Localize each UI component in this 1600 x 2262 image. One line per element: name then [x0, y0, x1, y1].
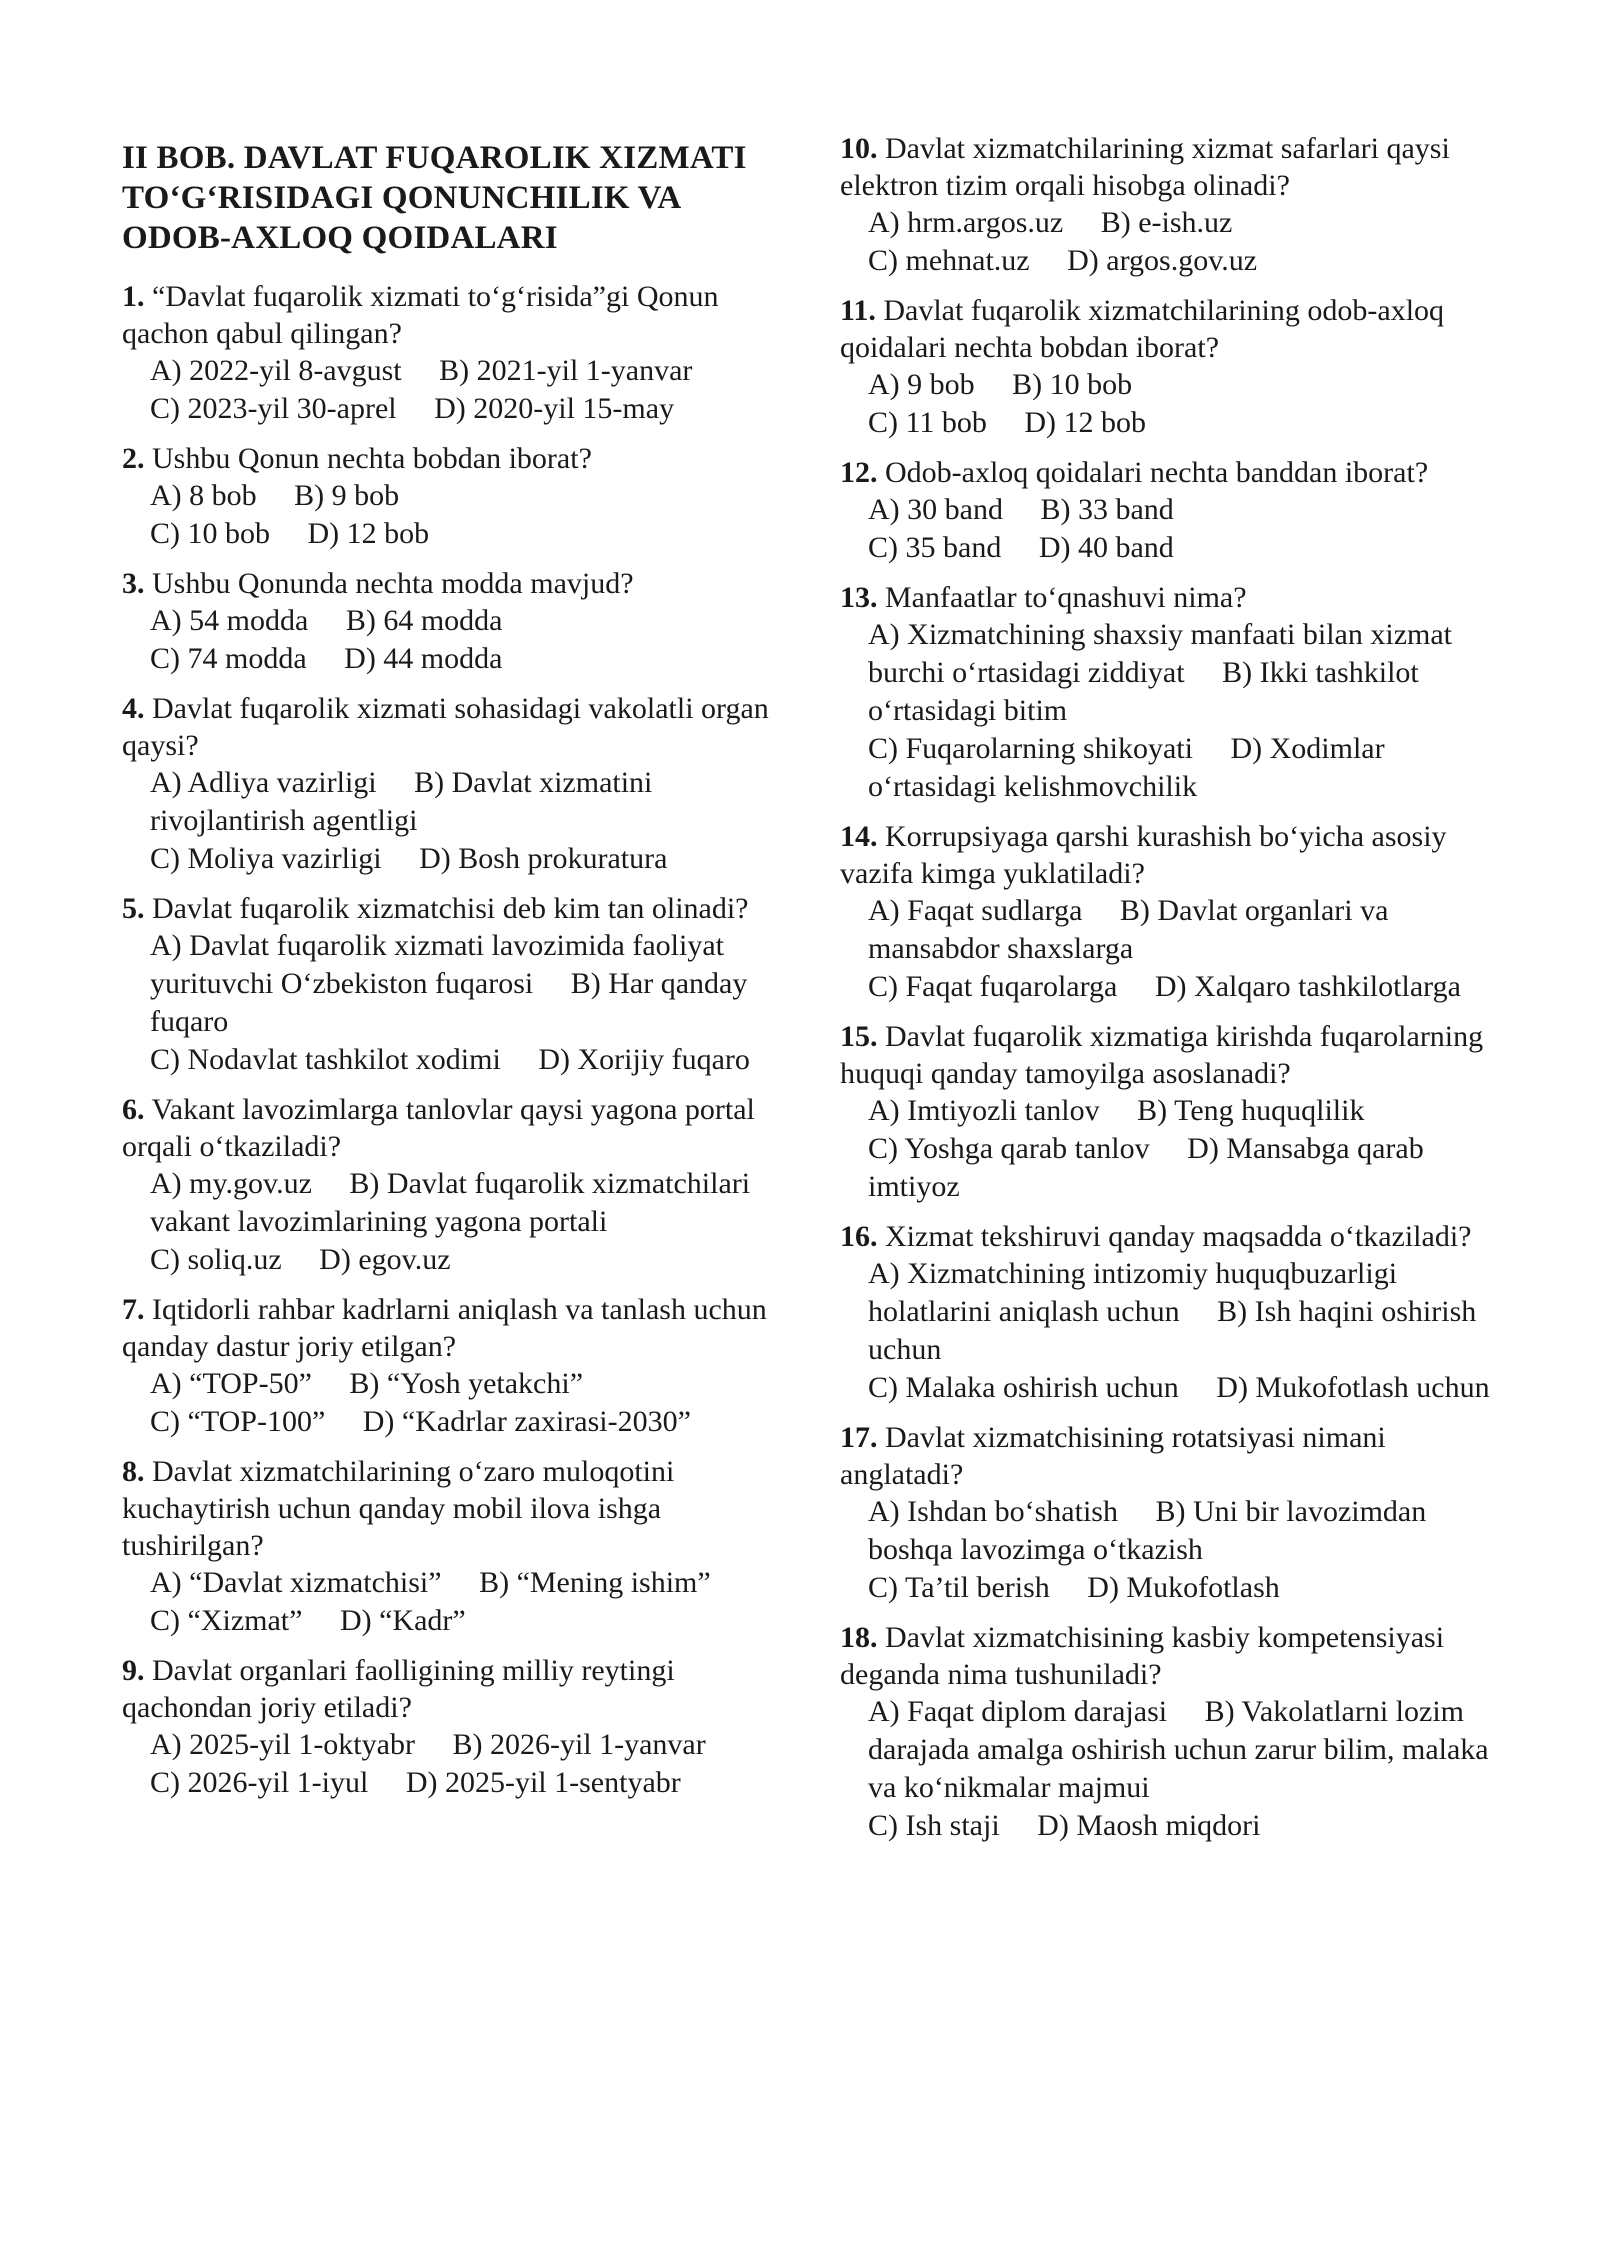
answer-option: D) 2025-yil 1-sentyabr: [405, 1766, 681, 1799]
option-line: [868, 1807, 1490, 1845]
answer-options: [122, 764, 782, 878]
question-number: 14.: [840, 820, 878, 853]
option-line: [868, 1255, 1490, 1369]
answer-option: A) Imtiyozli tanlov: [868, 1094, 1100, 1127]
answer-options: [840, 366, 1490, 442]
answer-option: C) mehnat.uz: [868, 244, 1030, 277]
answer-options: [122, 1726, 782, 1802]
answer-options: [122, 352, 782, 428]
answer-option: A) 2022-yil 8-avgust: [150, 354, 402, 387]
answer-option: D) Maosh miqdori: [1037, 1809, 1261, 1842]
option-line: [150, 352, 782, 390]
answer-option: B) Ikki tashkilot o‘rtasidagi bitim: [868, 656, 1419, 727]
answer-option: B) “Mening ishim”: [479, 1566, 711, 1599]
option-line: [150, 927, 782, 1041]
question-text: [122, 1291, 782, 1365]
question-body: Odob-axloq qoidalari nechta banddan iborat?: [885, 456, 1429, 489]
question-number: 12.: [840, 456, 878, 489]
question-text: [840, 130, 1490, 204]
question-body: Davlat organlari faolligining milliy reytingi qachondan joriy etiladi?: [122, 1654, 675, 1724]
question-10: [840, 130, 1490, 280]
answer-option: D) Bosh prokuratura: [419, 842, 668, 875]
option-line: [150, 1365, 782, 1403]
answer-option: B) Vakolatlarni lozim darajada amalga oshirish uchun zarur bilim, malaka va ko‘nikmalar majmui: [868, 1695, 1489, 1804]
question-number: 10.: [840, 132, 878, 165]
answer-option: A) 9 bob: [868, 368, 975, 401]
answer-option: B) 2021-yil 1-yanvar: [439, 354, 693, 387]
answer-options: [122, 1165, 782, 1279]
question-17: [840, 1419, 1490, 1607]
question-11: [840, 292, 1490, 442]
answer-option: C) “TOP-100”: [150, 1405, 326, 1438]
question-9: [122, 1652, 782, 1802]
answer-option: C) 11 bob: [868, 406, 987, 439]
option-line: [150, 640, 782, 678]
answer-option: B) 10 bob: [1012, 368, 1133, 401]
answer-option: C) Fuqarolarning shikoyati: [868, 732, 1193, 765]
option-line: [150, 1041, 782, 1079]
answer-option: D) 2020-yil 15-may: [434, 392, 675, 425]
question-text: [122, 1652, 782, 1726]
answer-option: B) 2026-yil 1-yanvar: [452, 1728, 706, 1761]
answer-options: [840, 616, 1490, 806]
question-body: Davlat fuqarolik xizmatchilarining odob-axloq qoidalari nechta bobdan iborat?: [840, 294, 1445, 364]
question-number: 9.: [122, 1654, 145, 1687]
answer-option: C) Moliya vazirligi: [150, 842, 382, 875]
answer-options: [840, 892, 1490, 1006]
question-16: [840, 1218, 1490, 1407]
chapter-title: II BOB. DAVLAT FUQAROLIK XIZMATI TO‘G‘RISIDAGI QONUNCHILIK VA ODOB-AXLOQ QOIDALARI: [122, 140, 747, 256]
answer-options: [122, 602, 782, 678]
answer-option: B) Har qanday fuqaro: [150, 967, 748, 1038]
answer-option: D) “Kadrlar zaxirasi-2030”: [362, 1405, 691, 1438]
question-8: [122, 1453, 782, 1640]
option-line: [150, 1726, 782, 1764]
answer-option: A) Xizmatchining intizomiy huquqbuzarligi holatlarini aniqlash uchun: [868, 1257, 1398, 1328]
answer-option: A) Faqat sudlarga: [868, 894, 1083, 927]
answer-option: D) Xorijiy fuqaro: [538, 1043, 750, 1076]
option-line: [868, 529, 1490, 567]
answer-options: [840, 1092, 1490, 1206]
option-line: [150, 1764, 782, 1802]
answer-option: A) Ishdan bo‘shatish: [868, 1495, 1118, 1528]
question-number: 7.: [122, 1293, 145, 1326]
answer-option: B) “Yosh yetakchi”: [349, 1367, 584, 1400]
question-body: “Davlat fuqarolik xizmati to‘g‘risida”gi Qonun qachon qabul qilingan?: [122, 280, 719, 350]
answer-option: C) 2026-yil 1-iyul: [150, 1766, 369, 1799]
answer-options: [840, 204, 1490, 280]
answer-option: A) 30 band: [868, 493, 1003, 526]
option-line: [150, 1564, 782, 1602]
question-number: 6.: [122, 1093, 145, 1126]
question-body: Xizmat tekshiruvi qanday maqsadda o‘tkaziladi?: [885, 1220, 1472, 1253]
answer-option: C) 10 bob: [150, 517, 270, 550]
answer-option: B) 9 bob: [294, 479, 400, 512]
option-line: [868, 1493, 1490, 1569]
question-text: [840, 1018, 1490, 1092]
answer-option: A) Faqat diplom darajasi: [868, 1695, 1168, 1728]
answer-option: B) Davlat organlari va mansabdor shaxslarga: [868, 894, 1389, 965]
answer-options: [840, 1693, 1490, 1845]
question-7: [122, 1291, 782, 1441]
answer-option: B) Davlat xizmatini rivojlantirish agentligi: [150, 766, 653, 837]
option-line: [150, 1403, 782, 1441]
right-column: [840, 130, 1490, 1857]
option-line: [868, 204, 1490, 242]
option-line: [150, 840, 782, 878]
answer-option: B) Davlat fuqarolik xizmatchilari vakant lavozimlarining yagona portali: [150, 1167, 751, 1238]
answer-options: [840, 1493, 1490, 1607]
question-body: Davlat fuqarolik xizmatchisi deb kim tan olinadi?: [152, 892, 749, 925]
answer-option: A) “Davlat xizmatchisi”: [150, 1566, 442, 1599]
answer-option: C) 74 modda: [150, 642, 307, 675]
answer-option: C) Ta’til berish: [868, 1571, 1050, 1604]
question-text: [840, 1419, 1490, 1493]
answer-option: B) 64 modda: [345, 604, 503, 637]
question-body: Manfaatlar to‘qnashuvi nima?: [885, 581, 1247, 614]
option-line: [150, 1241, 782, 1279]
answer-options: [122, 1365, 782, 1441]
question-number: 8.: [122, 1455, 145, 1488]
option-line: [150, 1602, 782, 1640]
option-line: [868, 892, 1490, 968]
question-number: 13.: [840, 581, 878, 614]
option-line: [868, 366, 1490, 404]
option-line: [868, 730, 1490, 806]
question-body: Ushbu Qonun nechta bobdan iborat?: [152, 442, 592, 475]
question-number: 5.: [122, 892, 145, 925]
option-line: [868, 491, 1490, 529]
question-body: Vakant lavozimlarga tanlovlar qaysi yagona portal orqali o‘tkaziladi?: [122, 1093, 755, 1163]
question-text: [840, 1619, 1490, 1693]
question-15: [840, 1018, 1490, 1206]
question-number: 2.: [122, 442, 145, 475]
question-text: [122, 565, 782, 602]
answer-option: C) Faqat fuqarolarga: [868, 970, 1118, 1003]
option-line: [868, 1569, 1490, 1607]
question-body: Davlat xizmatchisining kasbiy kompetensiyasi deganda nima tushuniladi?: [840, 1621, 1445, 1691]
answer-option: C) Yoshga qarab tanlov: [868, 1132, 1150, 1165]
question-number: 17.: [840, 1421, 878, 1454]
question-14: [840, 818, 1490, 1006]
question-number: 16.: [840, 1220, 878, 1253]
answer-option: D) 44 modda: [344, 642, 503, 675]
answer-option: D) 12 bob: [307, 517, 430, 550]
answer-option: A) Xizmatchining shaxsiy manfaati bilan xizmat burchi o‘rtasidagi ziddiyat: [868, 618, 1453, 689]
answer-option: A) Adliya vazirligi: [150, 766, 377, 799]
answer-option: D) Xalqaro tashkilotlarga: [1154, 970, 1461, 1003]
option-line: [868, 968, 1490, 1006]
answer-option: B) e-ish.uz: [1100, 206, 1233, 239]
question-text: [840, 454, 1490, 491]
question-text: [122, 890, 782, 927]
question-18: [840, 1619, 1490, 1845]
answer-option: D) Mansabga qarab imtiyoz: [868, 1132, 1424, 1203]
question-body: Davlat xizmatchisining rotatsiyasi nimani anglatadi?: [840, 1421, 1386, 1491]
question-number: 1.: [122, 280, 145, 313]
answer-option: C) 2023-yil 30-aprel: [150, 392, 397, 425]
question-text: [122, 440, 782, 477]
question-number: 15.: [840, 1020, 878, 1053]
question-body: Korrupsiyaga qarshi kurashish bo‘yicha asosiy vazifa kimga yuklatiladi?: [840, 820, 1447, 890]
option-line: [150, 764, 782, 840]
option-line: [150, 477, 782, 515]
question-body: Davlat fuqarolik xizmatiga kirishda fuqarolarning huquqi qanday tamoyilga asoslanadi?: [840, 1020, 1484, 1090]
answer-option: C) Nodavlat tashkilot xodimi: [150, 1043, 501, 1076]
answer-options: [122, 927, 782, 1079]
question-4: [122, 690, 782, 878]
option-line: [868, 1130, 1490, 1206]
answer-options: [122, 477, 782, 553]
option-line: [868, 1092, 1490, 1130]
question-5: [122, 890, 782, 1079]
question-1: [122, 278, 782, 428]
answer-option: D) 12 bob: [1024, 406, 1147, 439]
answer-option: D) argos.gov.uz: [1067, 244, 1258, 277]
option-line: [150, 390, 782, 428]
answer-option: D) Xodimlar o‘rtasidagi kelishmovchilik: [868, 732, 1385, 803]
question-text: [840, 292, 1490, 366]
question-12: [840, 454, 1490, 567]
option-line: [150, 602, 782, 640]
option-line: [150, 1165, 782, 1241]
answer-option: D) 40 band: [1038, 531, 1174, 564]
question-body: Davlat fuqarolik xizmati sohasidagi vakolatli organ qaysi?: [122, 692, 769, 762]
question-number: 3.: [122, 567, 145, 600]
answer-options: [122, 1564, 782, 1640]
answer-option: A) 54 modda: [150, 604, 309, 637]
question-number: 4.: [122, 692, 145, 725]
question-text: [122, 690, 782, 764]
answer-options: [840, 491, 1490, 567]
answer-option: A) my.gov.uz: [150, 1167, 312, 1200]
answer-option: C) Malaka oshirish uchun: [868, 1371, 1179, 1404]
question-text: [840, 818, 1490, 892]
question-text: [122, 1091, 782, 1165]
answer-option: A) “TOP-50”: [150, 1367, 312, 1400]
question-2: [122, 440, 782, 553]
question-body: Iqtidorli rahbar kadrlarni aniqlash va tanlash uchun qanday dastur joriy etilgan?: [122, 1293, 767, 1363]
question-3: [122, 565, 782, 678]
option-line: [868, 616, 1490, 730]
answer-option: D) egov.uz: [319, 1243, 451, 1276]
question-6: [122, 1091, 782, 1279]
answer-option: C) soliq.uz: [150, 1243, 282, 1276]
answer-option: A) 8 bob: [150, 479, 257, 512]
option-line: [868, 242, 1490, 280]
answer-option: B) 33 band: [1040, 493, 1174, 526]
answer-option: D) Mukofotlash uchun: [1216, 1371, 1490, 1404]
question-text: [840, 579, 1490, 616]
answer-options: [840, 1255, 1490, 1407]
option-line: [868, 1693, 1490, 1807]
answer-option: B) Ish haqini oshirish uchun: [868, 1295, 1477, 1366]
answer-option: A) 2025-yil 1-oktyabr: [150, 1728, 415, 1761]
answer-option: B) Teng huquqlilik: [1137, 1094, 1365, 1127]
question-number: 18.: [840, 1621, 878, 1654]
answer-option: D) “Kadr”: [339, 1604, 466, 1637]
question-13: [840, 579, 1490, 806]
question-text: [122, 278, 782, 352]
question-text: [840, 1218, 1490, 1255]
answer-option: C) 35 band: [868, 531, 1002, 564]
answer-option: B) Uni bir lavozimdan boshqa lavozimga o‘tkazish: [868, 1495, 1427, 1566]
option-line: [868, 1369, 1490, 1407]
answer-option: C) “Xizmat”: [150, 1604, 303, 1637]
answer-option: A) Davlat fuqarolik xizmati lavozimida faoliyat yurituvchi O‘zbekiston fuqarosi: [150, 929, 724, 1000]
question-number: 11.: [840, 294, 876, 327]
question-body: Ushbu Qonunda nechta modda mavjud?: [152, 567, 634, 600]
option-line: [868, 404, 1490, 442]
question-body: Davlat xizmatchilarining o‘zaro muloqotini kuchaytirish uchun qanday mobil ilova ishga tushirilgan?: [122, 1455, 675, 1562]
left-column: [122, 130, 782, 1814]
question-text: [122, 1453, 782, 1564]
answer-option: A) hrm.argos.uz: [868, 206, 1064, 239]
question-body: Davlat xizmatchilarining xizmat safarlari qaysi elektron tizim orqali hisobga olinadi?: [840, 132, 1450, 202]
option-line: [150, 515, 782, 553]
answer-option: C) Ish staji: [868, 1809, 1000, 1842]
answer-option: D) Mukofotlash: [1087, 1571, 1280, 1604]
